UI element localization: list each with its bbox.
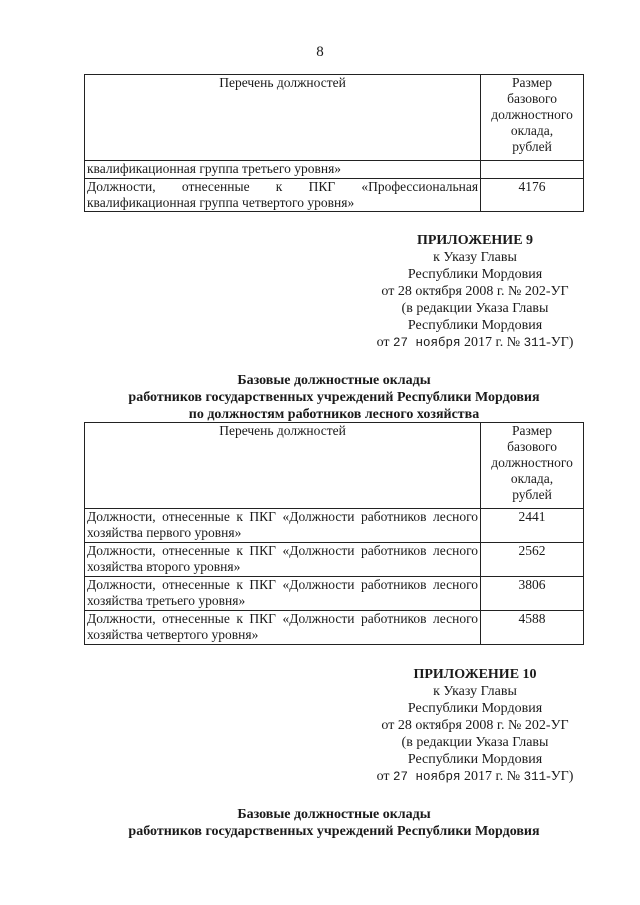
salary-cell (481, 161, 584, 179)
column-header-positions: Перечень должностей (85, 75, 481, 161)
position-cell: Должности, отнесенные к ПКГ «Должности работников лесного хозяйства третьего уровня» (85, 577, 481, 611)
salary-cell: 2562 (481, 543, 584, 577)
position-cell: квалификационная группа третьего уровня» (85, 161, 481, 179)
position-cell: Должности, отнесенные к ПКГ «Должности работников лесного хозяйства первого уровня» (85, 509, 481, 543)
amendment-number: 311 (523, 336, 547, 350)
table-row (85, 543, 584, 577)
section-heading: Базовые должностные оклады работников государственных учреждений Республики Мордовия (128, 807, 540, 839)
salary-cell: 4588 (481, 611, 584, 645)
amendment-number: 311 (523, 770, 547, 784)
position-cell: Должности, отнесенные к ПКГ «Должности работников лесного хозяйства второго уровня» (85, 543, 481, 577)
position-cell: Должности, отнесенные к ПКГ «Должности работников лесного хозяйства четвертого уровня» (85, 611, 481, 645)
salary-cell: 3806 (481, 577, 584, 611)
appendix-10-block: ПРИЛОЖЕНИЕ 10 к Указу Главы Республики Мордовия от 28 октября 2008 г. № 202-УГ (в редакции Указа Главы Республики Мордовия от 27 ноября 2017 г. № 311-УГ) (330, 666, 620, 786)
table-row (85, 577, 584, 611)
position-cell: Должности, отнесенные к ПКГ «Профессиональная квалификационная группа четвертого уровня» (85, 179, 481, 212)
table-row (85, 161, 584, 179)
amendment-date-line: от 27 ноября 2017 г. № 311-УГ) (376, 769, 574, 784)
column-header-salary: Размер базового должностного оклада, рублей (481, 423, 584, 509)
column-header-positions: Перечень должностей (85, 423, 481, 509)
salary-cell: 2441 (481, 509, 584, 543)
table-row (85, 509, 584, 543)
salary-cell: 4176 (481, 179, 584, 212)
table-row (85, 179, 584, 212)
appendix-title: ПРИЛОЖЕНИЕ 9 (416, 233, 534, 248)
page-number: 8 (316, 44, 324, 60)
table-header-row (85, 423, 584, 509)
forestry-salary-table (84, 422, 584, 645)
amendment-date: 27 ноября (393, 770, 461, 784)
appendix-9-block: ПРИЛОЖЕНИЕ 9 к Указу Главы Республики Мордовия от 28 октября 2008 г. № 202-УГ (в редакции Указа Главы Республики Мордовия от 27 ноября 2017 г. № 311-УГ) (345, 232, 605, 352)
column-header-salary: Размер базового должностного оклада, рублей (481, 75, 584, 161)
table-header-row (85, 75, 584, 161)
salary-table-continued (84, 74, 584, 212)
appendix-title: ПРИЛОЖЕНИЕ 10 (413, 667, 537, 682)
amendment-date: 27 ноября (393, 336, 461, 350)
amendment-date-line: от 27 ноября 2017 г. № 311-УГ) (376, 335, 574, 350)
section-heading: Базовые должностные оклады работников государственных учреждений Республики Мордовия по должностям работников лесного хозяйства (128, 373, 540, 422)
table-row (85, 611, 584, 645)
